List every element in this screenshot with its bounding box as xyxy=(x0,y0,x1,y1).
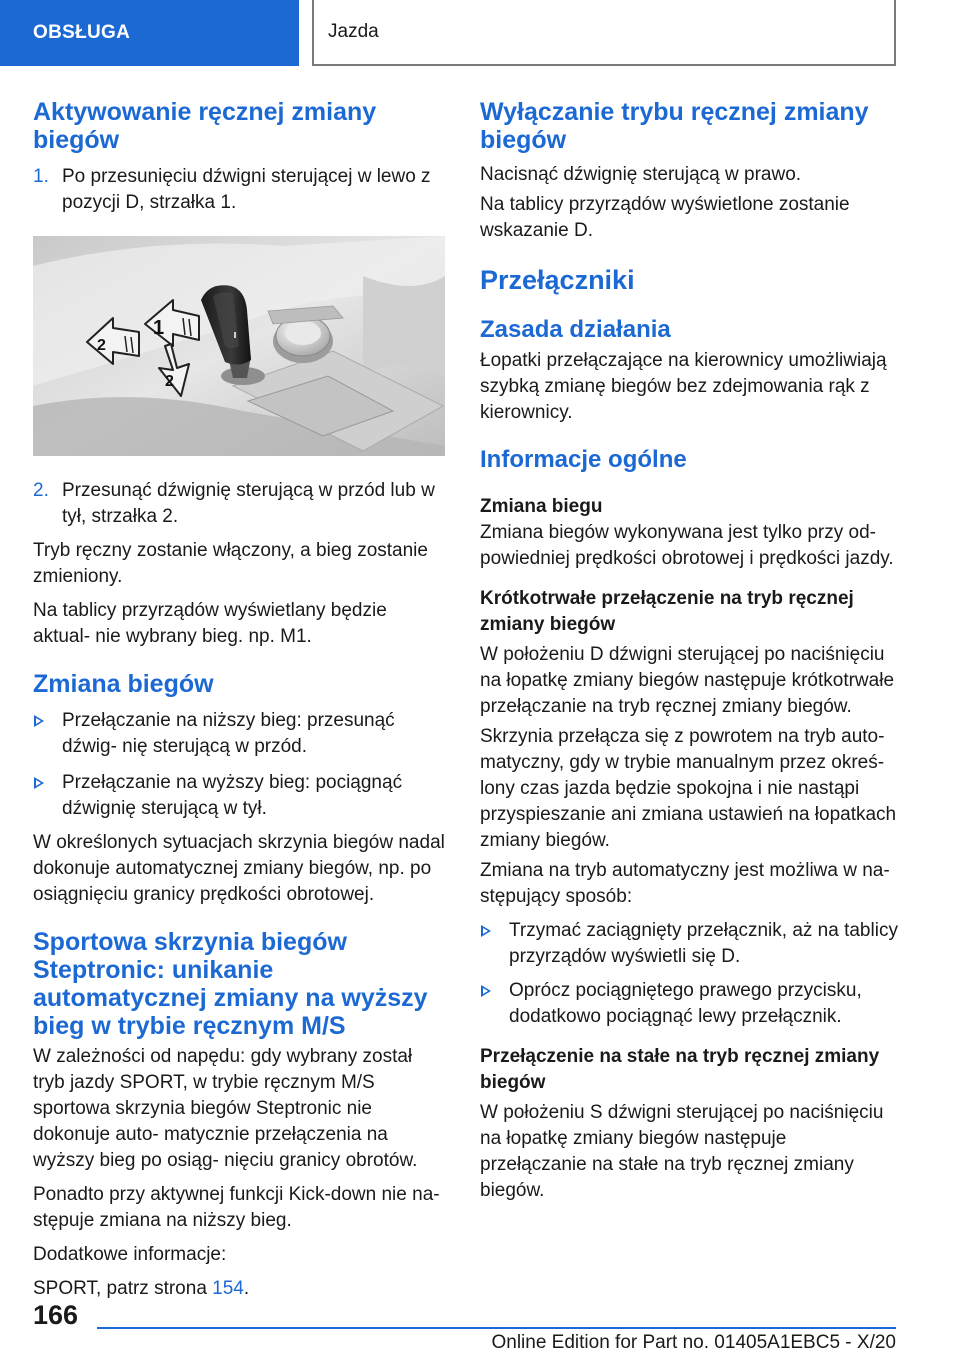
paragraph-short-3: Zmiana na tryb automatyczny jest możliwa w na- stępujący sposób: xyxy=(480,860,890,907)
page-number: 166 xyxy=(33,1300,79,1330)
paragraph-kickdown: Ponadto przy aktywnej funkcji Kick-down nie na- stępuje zmiana na niższy bieg. xyxy=(33,1184,440,1231)
heading-general-info: Informacje ogólne xyxy=(480,446,687,473)
subheading-gear-change: Zmiana biegu xyxy=(480,496,603,517)
heading-switches: Przełączniki xyxy=(480,265,635,295)
paragraph-press-right: Nacisnąć dźwignię sterującą w prawo. xyxy=(480,164,802,185)
triangle-bullet-icon xyxy=(34,777,44,789)
chapter-label: Jazda xyxy=(328,21,379,42)
triangle-bullet-icon xyxy=(481,985,491,997)
paragraph-manual-on: Tryb ręczny zostanie włączony, a bieg zostanie zmieniony. xyxy=(33,540,428,587)
paragraph-permanent: W położeniu S dźwigni sterującej po naciśnięciu na łopatkę zmiany biegów następuje przełączanie na stałe na tryb ręcznej zmiany biegów. xyxy=(480,1102,884,1201)
heading-sport-steptronic: Sportowa skrzynia biegów Steptronic: unikanie automatycznej zmiany na wyższy bieg w trybie ręcznym M/S xyxy=(33,928,428,1040)
arrow-label-2-upper: 2 xyxy=(97,337,106,354)
paragraph-display-d: Na tablicy przyrządów wyświetlone zostanie wskazanie D. xyxy=(480,194,850,241)
heading-deactivate-manual: Wyłączanie trybu ręcznej zmiany biegów xyxy=(480,98,869,154)
subheading-permanent-manual: Przełączenie na stałe na tryb ręcznej zmiany biegów xyxy=(480,1046,880,1093)
triangle-bullet-icon xyxy=(34,715,44,727)
left-column xyxy=(33,98,445,1302)
subheading-short-manual: Krótkotrwałe przełączenie na tryb ręcznej zmiany biegów xyxy=(480,588,854,635)
section-tab: OBSŁUGA xyxy=(0,0,299,66)
paragraph-display-gear: Na tablicy przyrządów wyświetlany będzie aktual- nie wybrany bieg. np. M1. xyxy=(33,600,387,647)
bullet-text: Przełączanie na niższy bieg: przesunąć dźwig- nię sterującą w przód. xyxy=(62,710,395,757)
step-number: 1. xyxy=(33,166,49,187)
heading-activate-manual: Aktywowanie ręcznej zmiany biegów xyxy=(33,98,377,154)
bullet-text: Trzymać zaciągnięty przełącznik, aż na tablicy przyrządów wyświetli się D. xyxy=(509,920,898,967)
bullet-downshift xyxy=(33,708,445,760)
gear-selector-photo xyxy=(33,236,445,456)
page-header xyxy=(0,0,960,66)
paragraph-gear-change: Zmiana biegów wykonywana jest tylko przy od- powiedniej prędkości obrotowej i prędkości jazdy. xyxy=(480,522,894,569)
paragraph-short-1: W położeniu D dźwigni sterującej po naciśnięciu na łopatkę zmiany biegów następuje krótkotrwałe przełączanie na tryb ręcznej zmiany biegów. xyxy=(480,644,895,717)
step-1 xyxy=(33,164,445,216)
heading-principle: Zasada działania xyxy=(480,316,671,343)
paragraph-sport-drive: W zależności od napędu: gdy wybrany został tryb jazdy SPORT, w trybie ręcznym M/S sportowa skrzynia biegów Steptronic nie dokonuje auto- matycznie przełączenia na wyższy bieg po osiąg- nięciu granicy obrotów. xyxy=(33,1046,418,1171)
arrow-label-2-lower: 2 xyxy=(165,373,174,390)
paragraph-principle: Łopatki przełączające na kierownicy umożliwiają szybką zmianę biegów bez zdejmowania rąk z kierownicy. xyxy=(480,350,887,423)
arrow-label-1: 1 xyxy=(153,317,165,339)
step-2 xyxy=(33,478,445,530)
edition-note: Online Edition for Part no. 01405A1EBC5 - X/20 xyxy=(491,1332,896,1353)
paragraph-short-2: Skrzynia przełącza się z powrotem na tryb auto- matyczny, gdy w trybie manualnym przez okreś- lony czas jazda będzie spokojna i nie nastąpi przyspieszanie ani zmiana ustawień na łopatkach zmiany biegów. xyxy=(480,726,897,851)
footer-divider xyxy=(97,1327,896,1329)
step-number: 2. xyxy=(33,480,49,501)
bullet-text: Przełączanie na wyższy bieg: pociągnąć dźwignię sterującą w tył. xyxy=(62,772,403,819)
bullet-hold-switch xyxy=(480,918,898,970)
step-text: Po przesunięciu dźwigni sterującej w lewo z pozycji D, strzałka 1. xyxy=(62,166,431,213)
reference-text: SPORT, patrz strona xyxy=(33,1278,213,1299)
paragraph-sport-reference xyxy=(33,1276,445,1302)
paragraph-auto-situations: W określonych sytuacjach skrzynia biegów nadal dokonuje automatycznej zmiany biegów, np. po osiągnięciu granicy prędkości obrotowej. xyxy=(33,832,445,905)
bullet-text: Oprócz pociągniętego prawego przycisku, dodatkowo pociągnąć lewy przełącznik. xyxy=(509,980,862,1027)
bullet-upshift xyxy=(33,770,445,822)
gear-selector-illustration xyxy=(33,236,445,456)
triangle-bullet-icon xyxy=(481,925,491,937)
paragraph-more-info: Dodatkowe informacje: xyxy=(33,1244,227,1265)
step-text: Przesunąć dźwignię sterującą w przód lub w tył, strzałka 2. xyxy=(62,480,435,527)
right-column xyxy=(480,98,898,1204)
reference-end: . xyxy=(243,1278,250,1299)
heading-gear-change: Zmiana biegów xyxy=(33,670,214,698)
chapter-title xyxy=(312,0,896,66)
page-link-154[interactable]: 154 xyxy=(212,1278,244,1299)
bullet-pull-left xyxy=(480,978,898,1030)
